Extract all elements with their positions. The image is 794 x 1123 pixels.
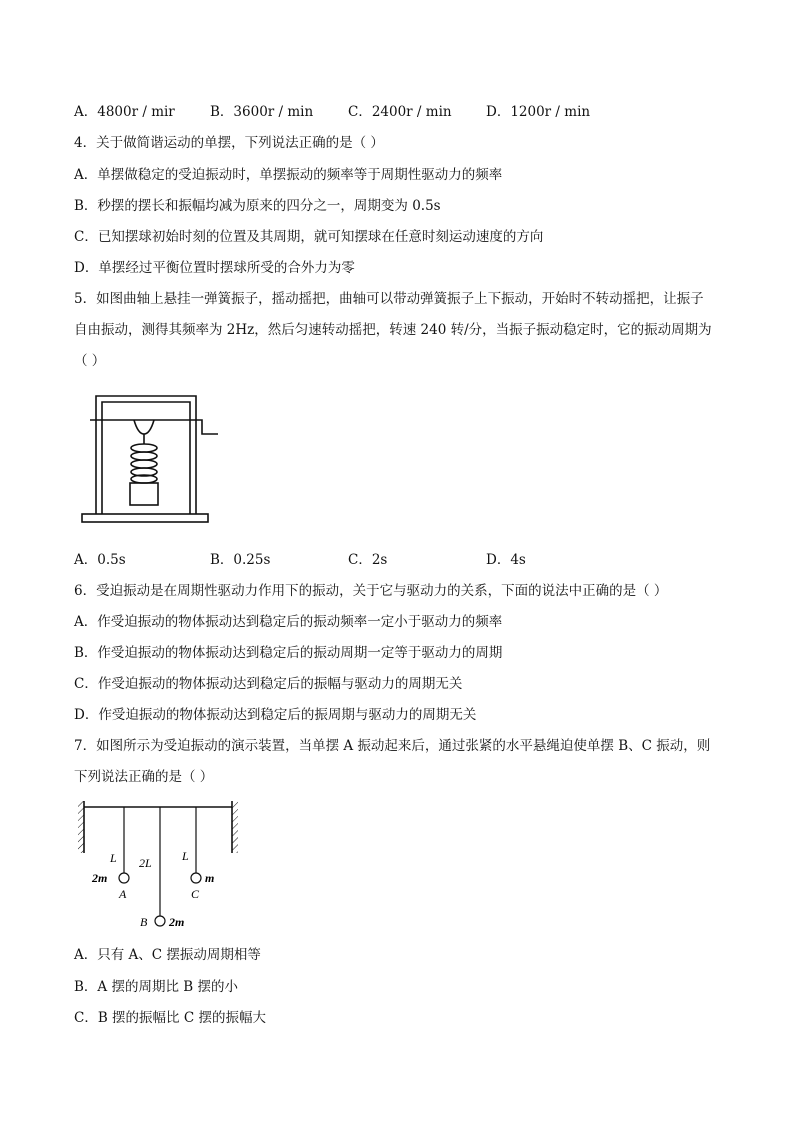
q6-option-a: A．作受迫振动的物体振动达到稳定后的振动频率一定小于驱动力的频率 bbox=[74, 614, 503, 630]
left-wall bbox=[78, 801, 84, 853]
label-length-b: 2L bbox=[139, 856, 152, 870]
q5-stem-line-1: 5．如图曲轴上悬挂一弹簧振子，摇动摇把，曲轴可以带动弹簧振子上下振动，开始时不转动摇把，让振子 bbox=[74, 291, 704, 307]
label-mass-a: 2m bbox=[92, 871, 108, 885]
q7-pendulum-figure bbox=[68, 795, 248, 935]
label-mass-c: m bbox=[205, 871, 215, 885]
q4-option-b: B．秒摆的摆长和振幅均减为原来的四分之一，周期变为 0.5s bbox=[74, 198, 441, 214]
q3-option-c: C．2400r / min bbox=[348, 104, 452, 120]
pendulum-bob-c bbox=[191, 873, 201, 883]
pendulum-bob-b bbox=[155, 916, 165, 926]
q5-stem-line-3: （ ） bbox=[74, 353, 106, 369]
q7-stem-line-2: 下列说法正确的是（ ） bbox=[74, 769, 214, 785]
q7-option-c: C．B 摆的振幅比 C 摆的振幅大 bbox=[74, 1010, 266, 1026]
q4-option-c: C．已知摆球初始时刻的位置及其周期，就可知摆球在任意时刻运动速度的方向 bbox=[74, 229, 544, 245]
right-wall bbox=[232, 801, 238, 853]
q6-stem: 6．受迫振动是在周期性驱动力作用下的振动，关于它与驱动力的关系，下面的说法中正确的是（ ） bbox=[74, 583, 668, 599]
q5-option-b: B．0.25s bbox=[210, 552, 271, 568]
q6-option-d: D．作受迫振动的物体振动达到稳定后的振周期与驱动力的周期无关 bbox=[74, 707, 477, 723]
q7-option-b: B．A 摆的周期比 B 摆的小 bbox=[74, 979, 238, 995]
q5-stem-line-2: 自由振动，测得其频率为 2Hz，然后匀速转动摇把，转速 240 转/分，当振子振动稳定时，它的振动周期为 bbox=[74, 322, 712, 338]
label-mass-b: 2m bbox=[169, 915, 185, 929]
q5-option-d: D．4s bbox=[486, 552, 526, 568]
label-length-c: L bbox=[182, 849, 189, 863]
label-length-a: L bbox=[110, 851, 117, 865]
label-name-a: A bbox=[119, 887, 127, 901]
q3-option-d: D．1200r / min bbox=[486, 104, 591, 120]
q5-option-c: C．2s bbox=[348, 552, 388, 568]
q3-option-b: B．3600r / min bbox=[210, 104, 314, 120]
q5-crank-spring-figure bbox=[78, 390, 223, 528]
label-name-b: B bbox=[140, 915, 148, 929]
q4-option-a: A．单摆做稳定的受迫振动时，单摆振动的频率等于周期性驱动力的频率 bbox=[74, 167, 503, 183]
q5-option-a: A．0.5s bbox=[74, 552, 126, 568]
q6-option-c: C．作受迫振动的物体振动达到稳定后的振幅与驱动力的周期无关 bbox=[74, 676, 463, 692]
q7-stem-line-1: 7．如图所示为受迫振动的演示装置，当单摆 A 振动起来后，通过张紧的水平悬绳迫使单摆 B、C 振动，则 bbox=[74, 738, 711, 754]
q4-stem: 4．关于做简谐运动的单摆，下列说法正确的是（ ） bbox=[74, 135, 384, 151]
pendulum-bob-a bbox=[119, 873, 129, 883]
q3-option-a: A．4800r / mir bbox=[74, 104, 175, 120]
q7-option-a: A．只有 A、C 摆振动周期相等 bbox=[74, 947, 261, 963]
q6-option-b: B．作受迫振动的物体振动达到稳定后的振动周期一定等于驱动力的周期 bbox=[74, 645, 503, 661]
label-name-c: C bbox=[191, 887, 200, 901]
q4-option-d: D．单摆经过平衡位置时摆球所受的合外力为零 bbox=[74, 260, 355, 276]
